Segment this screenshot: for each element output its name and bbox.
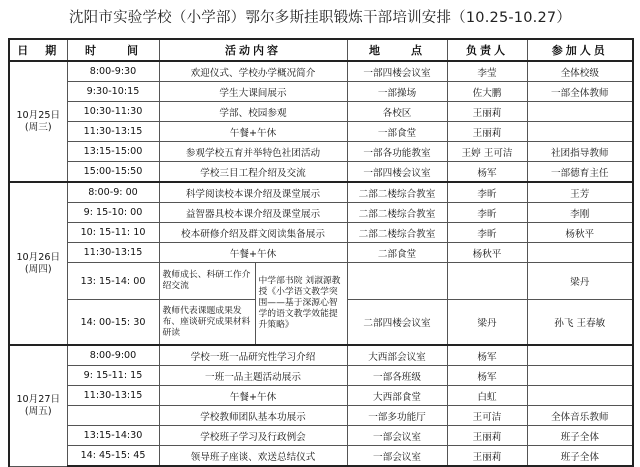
date-label: 10月26日 — [16, 251, 61, 263]
participants-cell: 王芳 — [527, 182, 633, 203]
table-row — [9, 122, 633, 142]
table-row — [9, 182, 633, 203]
activity-cell: 学生大课间展示 — [159, 82, 347, 102]
date-label: 10月25日 — [16, 109, 61, 121]
header-date: 日 期 — [9, 39, 67, 61]
schedule-table — [8, 38, 634, 467]
table-row — [9, 102, 633, 122]
leader-cell: 杨军 — [447, 366, 527, 386]
header-leader: 负责人 — [447, 39, 527, 61]
table-row — [9, 386, 633, 406]
participants-cell: 全体音乐教师 — [527, 406, 633, 426]
activity-cell: 一班一品主题活动展示 — [159, 366, 347, 386]
activity-cell: 教师成长、科研工作介绍交流 — [159, 263, 255, 300]
location-cell: 一部四楼会议室 — [347, 162, 447, 183]
table-row — [9, 162, 633, 183]
weekday-label: (周四) — [24, 263, 52, 275]
leader-cell — [447, 263, 527, 300]
activity-cell: 学校班子学习及行政例会 — [159, 426, 347, 446]
participants-cell: 杨秋平 — [527, 223, 633, 243]
location-cell — [347, 263, 447, 300]
time-cell: 11:30-13:15 — [67, 243, 159, 263]
header-location: 地 点 — [347, 39, 447, 61]
time-cell: 8:00-9: 00 — [67, 182, 159, 203]
activity-cell: 科学阅读校本课介绍及课堂展示 — [159, 182, 347, 203]
header-participants: 参加人员 — [527, 39, 633, 61]
leader-cell: 王可洁 — [447, 406, 527, 426]
time-cell: 8:00-9:30 — [67, 61, 159, 82]
activity-cell: 益智器具校本课介绍及课堂展示 — [159, 203, 347, 223]
table-row — [9, 263, 633, 300]
table-row — [9, 406, 633, 426]
location-cell: 一部四楼会议室 — [347, 61, 447, 82]
activity-cell: 学校三目工程介绍及交流 — [159, 162, 347, 183]
activity-cell: 教师代表课题成果发布、座谈研究成果材料研读 — [159, 300, 255, 346]
participants-cell: 李刚 — [527, 203, 633, 223]
time-cell: 11:30-13:15 — [67, 122, 159, 142]
leader-cell: 王丽莉 — [447, 446, 527, 467]
time-cell: 8:00-9:00 — [67, 345, 159, 366]
participants-cell: 孙飞 王春敏 — [527, 300, 633, 346]
location-cell: 大西部会议室 — [347, 345, 447, 366]
date-cell — [9, 61, 67, 182]
location-cell: 一部各功能教室 — [347, 142, 447, 162]
participants-cell: 社团指导教师 — [527, 142, 633, 162]
time-cell: 11:30-13:15 — [67, 386, 159, 406]
location-cell: 一部食堂 — [347, 122, 447, 142]
participants-cell: 一部全体教师 — [527, 82, 633, 102]
leader-cell: 梁丹 — [447, 300, 527, 346]
location-cell: 二部二楼综合教室 — [347, 182, 447, 203]
time-cell: 14: 45-15: 45 — [67, 446, 159, 467]
activity-cell: 领导班子座谈、欢送总结仪式 — [159, 446, 347, 467]
weekday-label: (周三) — [24, 121, 52, 133]
location-cell: 二部四楼会议室 — [347, 300, 447, 346]
location-cell: 各校区 — [347, 102, 447, 122]
location-cell: 二部二楼综合教室 — [347, 223, 447, 243]
time-cell: 9: 15-11: 15 — [67, 366, 159, 386]
leader-cell: 王丽莉 — [447, 122, 527, 142]
table-row — [9, 203, 633, 223]
participants-cell — [527, 366, 633, 386]
activity-cell: 午餐+午休 — [159, 243, 347, 263]
time-cell: 13:15-15:00 — [67, 142, 159, 162]
leader-cell: 李莹 — [447, 61, 527, 82]
page-title: 沈阳市实验学校（小学部）鄂尔多斯挂职锻炼干部培训安排（10.25-10.27） — [68, 10, 572, 26]
weekday-label: (周五) — [24, 405, 52, 417]
location-cell: 一部操场 — [347, 82, 447, 102]
header-row — [9, 39, 633, 61]
table-row — [9, 142, 633, 162]
activity-cell: 校本研修介绍及群文阅读集备展示 — [159, 223, 347, 243]
time-cell: 9: 15-10: 00 — [67, 203, 159, 223]
leader-cell: 白虹 — [447, 386, 527, 406]
leader-cell: 王丽莉 — [447, 102, 527, 122]
merged-activity-cell: 中学部书院 刘淑源教授《小学语文教学突围——基于深源心智学的语文教学效能提升策略》 — [255, 263, 347, 346]
location-cell: 一部会议室 — [347, 426, 447, 446]
activity-cell: 参观学校五育并举特色社团活动 — [159, 142, 347, 162]
leader-cell: 王丽莉 — [447, 426, 527, 446]
leader-cell: 王婷 王可洁 — [447, 142, 527, 162]
time-cell: 13:15-14:30 — [67, 426, 159, 446]
participants-cell: 班子全体 — [527, 426, 633, 446]
participants-cell — [527, 243, 633, 263]
date-cell — [9, 345, 67, 466]
time-cell: 14: 00-15: 30 — [67, 300, 159, 346]
activity-cell: 学部、校园参观 — [159, 102, 347, 122]
table-row — [9, 243, 633, 263]
time-cell: 10: 15-11: 10 — [67, 223, 159, 243]
participants-cell — [527, 386, 633, 406]
activity-cell: 学校教师团队基本功展示 — [159, 406, 347, 426]
location-cell: 一部会议室 — [347, 446, 447, 467]
location-cell: 二部食堂 — [347, 243, 447, 263]
leader-cell: 杨军 — [447, 162, 527, 183]
table-row — [9, 426, 633, 446]
location-cell: 二部二楼综合教室 — [347, 203, 447, 223]
participants-cell: 一部德育主任 — [527, 162, 633, 183]
participants-cell — [527, 102, 633, 122]
header-activity: 活动内容 — [159, 39, 347, 61]
date-cell — [9, 182, 67, 345]
leader-cell: 杨秋平 — [447, 243, 527, 263]
time-cell: 10:30-11:30 — [67, 102, 159, 122]
location-cell: 一部各班级 — [347, 366, 447, 386]
time-cell: 9:30-10:15 — [67, 82, 159, 102]
activity-cell: 欢迎仪式、学校办学概况简介 — [159, 61, 347, 82]
table-row — [9, 223, 633, 243]
header-time: 时 间 — [67, 39, 159, 61]
table-row — [9, 82, 633, 102]
table-row — [9, 366, 633, 386]
leader-cell: 李昕 — [447, 223, 527, 243]
leader-cell: 杨军 — [447, 345, 527, 366]
time-cell: 13: 15-14: 00 — [67, 263, 159, 300]
time-cell: 15:00-15:50 — [67, 162, 159, 183]
location-cell: 大西部食堂 — [347, 386, 447, 406]
table-row — [9, 61, 633, 82]
participants-cell: 梁丹 — [527, 263, 633, 300]
leader-cell: 李昕 — [447, 203, 527, 223]
participants-cell — [527, 122, 633, 142]
activity-cell: 午餐+午休 — [159, 386, 347, 406]
participants-cell: 班子全体 — [527, 446, 633, 467]
time-cell — [67, 406, 159, 426]
activity-cell: 午餐+午休 — [159, 122, 347, 142]
leader-cell: 李昕 — [447, 182, 527, 203]
activity-cell: 学校一班一品研究性学习介绍 — [159, 345, 347, 366]
table-row — [9, 446, 633, 467]
participants-cell — [527, 345, 633, 366]
leader-cell: 佐大鹏 — [447, 82, 527, 102]
date-label: 10月27日 — [16, 393, 61, 405]
table-row — [9, 345, 633, 366]
participants-cell: 全体校级 — [527, 61, 633, 82]
location-cell: 一部多功能厅 — [347, 406, 447, 426]
